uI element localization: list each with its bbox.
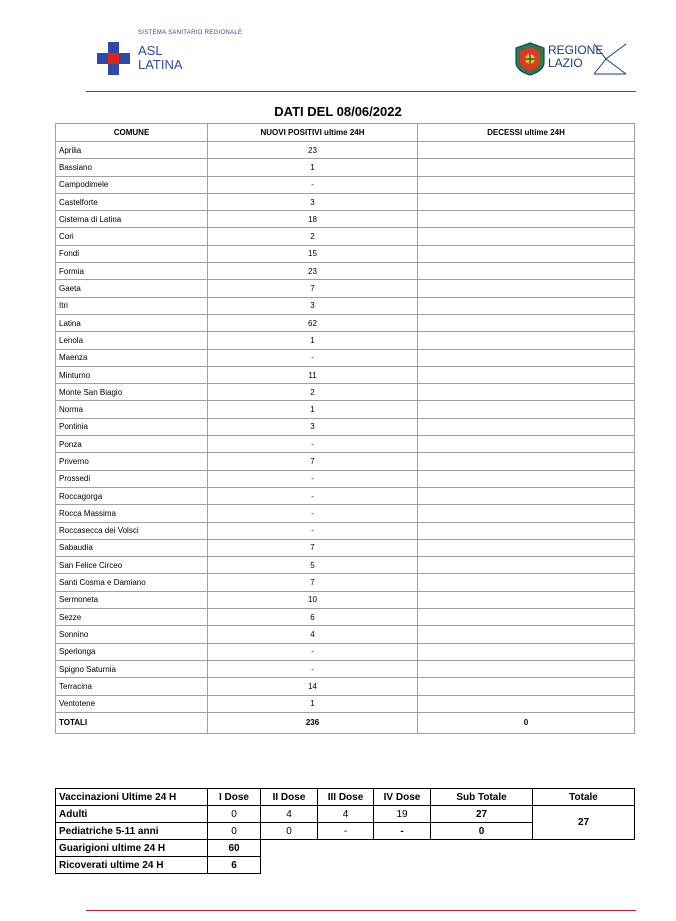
positivi-cell: 23 [208, 142, 418, 159]
decessi-cell [418, 297, 635, 314]
positivi-cell: 2 [208, 228, 418, 245]
vacc-subtotale-adulti: 27 [431, 806, 533, 823]
table-row [56, 314, 635, 331]
comune-cell: Terracina [56, 678, 208, 695]
comune-cell: Monte San Biagio [56, 384, 208, 401]
vacc-label-pediatriche: Pediatriche 5-11 anni [56, 823, 208, 840]
decessi-cell [418, 695, 635, 712]
vacc-header-dose3: III Dose [318, 789, 374, 806]
comune-cell: Lenola [56, 332, 208, 349]
table-row [56, 245, 635, 262]
decessi-cell [418, 366, 635, 383]
positivi-cell: - [208, 487, 418, 504]
header-decessi: DECESSI ultime 24H [418, 124, 635, 142]
comune-cell: Roccasecca dei Volsci [56, 522, 208, 539]
table-row [56, 436, 635, 453]
comune-cell: Sabaudia [56, 539, 208, 556]
positivi-cell: 6 [208, 609, 418, 626]
vacc-cell: 19 [374, 806, 431, 823]
comune-cell: Itri [56, 297, 208, 314]
comune-cell: Pontinia [56, 418, 208, 435]
positivi-cell: - [208, 470, 418, 487]
vacc-header-dose2: II Dose [261, 789, 318, 806]
positivi-table [55, 123, 635, 734]
table-row [56, 349, 635, 366]
decessi-cell [418, 228, 635, 245]
decessi-cell [418, 211, 635, 228]
regione-lazio-logo [514, 42, 629, 78]
vacc-cell: 4 [318, 806, 374, 823]
vacc-cell: 0 [208, 823, 261, 840]
vacc-header-dose4: IV Dose [374, 789, 431, 806]
vacc-header-subtotale: Sub Totale [431, 789, 533, 806]
vaccinazioni-table [55, 788, 635, 874]
totals-positivi: 236 [208, 712, 418, 733]
positivi-cell: 7 [208, 574, 418, 591]
table-row [56, 470, 635, 487]
decessi-cell [418, 280, 635, 297]
decessi-cell [418, 643, 635, 660]
comune-cell: Roccagorga [56, 487, 208, 504]
comune-cell: Santi Cosma e Damiano [56, 574, 208, 591]
vacc-header-dose1: I Dose [208, 789, 261, 806]
comune-cell: Ventotene [56, 695, 208, 712]
vacc-header-totale: Totale [533, 789, 635, 806]
positivi-cell: 18 [208, 211, 418, 228]
table-row [56, 660, 635, 677]
table-row [56, 453, 635, 470]
totals-label: TOTALI [56, 712, 208, 733]
comune-cell: Spigno Saturnia [56, 660, 208, 677]
positivi-cell: 23 [208, 263, 418, 280]
table-row [56, 487, 635, 504]
comune-cell: Bassiano [56, 159, 208, 176]
comune-cell: Sezze [56, 609, 208, 626]
comune-cell: Maenza [56, 349, 208, 366]
comune-cell: Cisterna di Latina [56, 211, 208, 228]
vacc-label-adulti: Adulti [56, 806, 208, 823]
positivi-cell: 5 [208, 557, 418, 574]
comune-cell: Gaeta [56, 280, 208, 297]
table-row [56, 211, 635, 228]
decessi-cell [418, 505, 635, 522]
comune-cell: Sonnino [56, 626, 208, 643]
table-row [56, 695, 635, 712]
decessi-cell [418, 626, 635, 643]
comune-cell: Rocca Massima [56, 505, 208, 522]
positivi-cell: 7 [208, 453, 418, 470]
decessi-cell [418, 574, 635, 591]
comune-cell: Ponza [56, 436, 208, 453]
positivi-cell: 4 [208, 626, 418, 643]
table-row [56, 297, 635, 314]
decorative-lines-icon [592, 42, 628, 76]
table-row [56, 522, 635, 539]
table-row [56, 401, 635, 418]
decessi-cell [418, 557, 635, 574]
decessi-cell [418, 660, 635, 677]
header-nuovi-positivi: NUOVI POSITIVI ultime 24H [208, 124, 418, 142]
decessi-cell [418, 263, 635, 280]
positivi-cell: - [208, 522, 418, 539]
positivi-cell: 62 [208, 314, 418, 331]
positivi-cell: 3 [208, 297, 418, 314]
comune-cell: Norma [56, 401, 208, 418]
positivi-cell: - [208, 643, 418, 660]
table-row [56, 142, 635, 159]
table-row [56, 176, 635, 193]
decessi-cell [418, 245, 635, 262]
table-header-row [56, 124, 635, 142]
positivi-cell: 15 [208, 245, 418, 262]
table-row [56, 280, 635, 297]
decessi-cell [418, 591, 635, 608]
footer-divider [86, 910, 636, 911]
table-row [56, 609, 635, 626]
ricoverati-label: Ricoverati ultime 24 H [56, 857, 208, 874]
ricoverati-row [56, 857, 635, 874]
table-row [56, 159, 635, 176]
regione-lazio-seal-icon [514, 42, 546, 76]
vacc-header-row [56, 789, 635, 806]
positivi-cell: - [208, 660, 418, 677]
comune-cell: Minturno [56, 366, 208, 383]
comune-cell: Fondi [56, 245, 208, 262]
table-row [56, 193, 635, 210]
vacc-cell: 4 [261, 806, 318, 823]
decessi-cell [418, 159, 635, 176]
header-comune: COMUNE [56, 124, 208, 142]
decessi-cell [418, 384, 635, 401]
asl-name: ASL LATINA [138, 43, 183, 72]
asl-latina-logo [97, 30, 257, 80]
vacc-row-adulti [56, 806, 635, 823]
decessi-cell [418, 522, 635, 539]
table-row [56, 332, 635, 349]
totals-row [56, 712, 635, 733]
comune-cell: Campodimele [56, 176, 208, 193]
decessi-cell [418, 314, 635, 331]
decessi-cell [418, 332, 635, 349]
comune-cell: Cori [56, 228, 208, 245]
comune-cell: San Felice Circeo [56, 557, 208, 574]
page-title: DATI DEL 08/06/2022 [274, 104, 402, 119]
vacc-cell: - [374, 823, 431, 840]
positivi-cell: 2 [208, 384, 418, 401]
positivi-cell: 3 [208, 193, 418, 210]
table-row [56, 574, 635, 591]
decessi-cell [418, 453, 635, 470]
regione-lazio-text: REGIONE LAZIO [548, 43, 604, 70]
totals-decessi: 0 [418, 712, 635, 733]
comune-cell: Priverno [56, 453, 208, 470]
positivi-cell: 10 [208, 591, 418, 608]
decessi-cell [418, 609, 635, 626]
table-row [56, 505, 635, 522]
table-row [56, 384, 635, 401]
table-row [56, 678, 635, 695]
decessi-cell [418, 142, 635, 159]
comune-cell: Castelforte [56, 193, 208, 210]
positivi-cell: 7 [208, 539, 418, 556]
comune-cell: Latina [56, 314, 208, 331]
vacc-subtotale-pediatriche: 0 [431, 823, 533, 840]
table-row [56, 643, 635, 660]
comune-cell: Sermoneta [56, 591, 208, 608]
table-row [56, 366, 635, 383]
vacc-totale: 27 [533, 806, 635, 840]
positivi-cell: - [208, 349, 418, 366]
decessi-cell [418, 401, 635, 418]
vacc-cell: - [318, 823, 374, 840]
vacc-cell: 0 [261, 823, 318, 840]
vacc-header-label: Vaccinazioni Ultime 24 H [56, 789, 208, 806]
table-row [56, 228, 635, 245]
table-row [56, 418, 635, 435]
positivi-cell: 3 [208, 418, 418, 435]
positivi-cell: 1 [208, 401, 418, 418]
ricoverati-value: 6 [208, 857, 261, 874]
table-row [56, 557, 635, 574]
comune-cell: Aprilia [56, 142, 208, 159]
positivi-cell: 1 [208, 332, 418, 349]
decessi-cell [418, 470, 635, 487]
decessi-cell [418, 487, 635, 504]
positivi-cell: 14 [208, 678, 418, 695]
decessi-cell [418, 349, 635, 366]
asl-tagline: SISTEMA SANITARIO REGIONALE [138, 30, 243, 36]
positivi-cell: - [208, 505, 418, 522]
vacc-cell: 0 [208, 806, 261, 823]
table-row [56, 591, 635, 608]
positivi-cell: 1 [208, 159, 418, 176]
comune-cell: Prossedi [56, 470, 208, 487]
guarigioni-row [56, 840, 635, 857]
decessi-cell [418, 176, 635, 193]
header-divider [86, 91, 636, 92]
table-row [56, 263, 635, 280]
decessi-cell [418, 678, 635, 695]
decessi-cell [418, 539, 635, 556]
decessi-cell [418, 436, 635, 453]
table-row [56, 626, 635, 643]
guarigioni-value: 60 [208, 840, 261, 857]
decessi-cell [418, 418, 635, 435]
positivi-cell: 7 [208, 280, 418, 297]
comune-cell: Sperlonga [56, 643, 208, 660]
medical-cross-icon [97, 42, 130, 75]
table-row [56, 539, 635, 556]
positivi-cell: - [208, 176, 418, 193]
comune-cell: Formia [56, 263, 208, 280]
positivi-cell: - [208, 436, 418, 453]
positivi-cell: 1 [208, 695, 418, 712]
decessi-cell [418, 193, 635, 210]
guarigioni-label: Guarigioni ultime 24 H [56, 840, 208, 857]
positivi-cell: 11 [208, 366, 418, 383]
